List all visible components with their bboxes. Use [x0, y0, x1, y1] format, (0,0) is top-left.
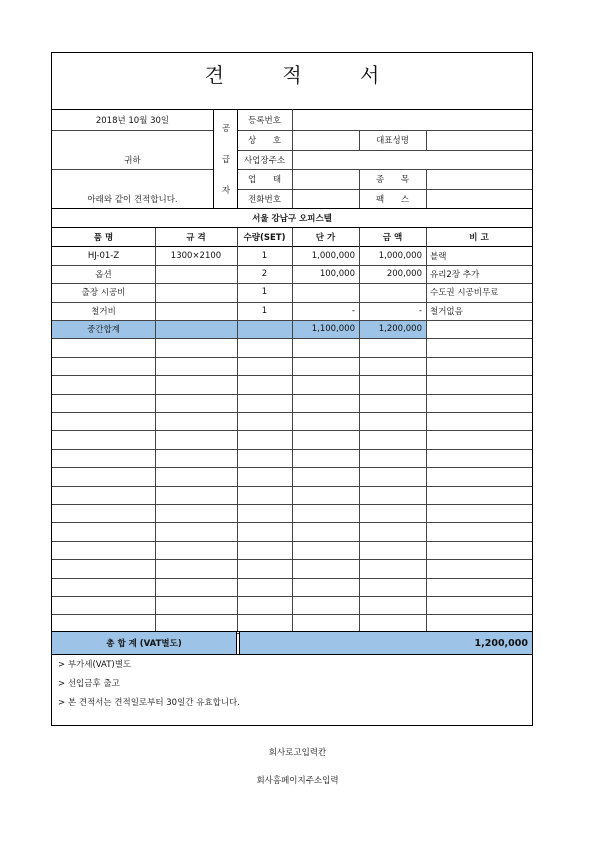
table-cell-item: 옵션 [95, 269, 112, 280]
grid-line [359, 228, 360, 631]
column-header-remarks: 비 고 [469, 233, 489, 244]
business-item-label: 종 목 [375, 175, 410, 185]
note-line: > 본 견적서는 견적일로부터 30일간 유효합니다. [58, 698, 240, 708]
divider [52, 654, 532, 655]
divider [426, 130, 427, 150]
table-cell-item: 출장 시공비 [81, 288, 126, 299]
table-cell-remarks: 유리2장 추가 [430, 269, 480, 280]
subtotal-label: 중간합계 [87, 325, 120, 336]
company-homepage-placeholder: 회사홈페이지주소입력 [256, 776, 339, 786]
table-cell-amount: 1,000,000 [378, 250, 422, 261]
divider [213, 109, 214, 208]
subtotal-amount: 1,200,000 [378, 324, 422, 335]
recipient-suffix: 귀하 [124, 156, 141, 166]
table-cell-amount: - [418, 305, 422, 316]
divider [52, 130, 213, 131]
divider [426, 169, 427, 208]
supplier-side-label: 공 [221, 124, 231, 134]
table-cell-item: 철거비 [91, 306, 116, 317]
column-header-unit-price: 단 가 [315, 233, 336, 244]
quote-date: 2018년 10월 30일 [95, 116, 170, 126]
table-cell-remarks: 수도권 시공비무료 [430, 288, 499, 299]
table-cell-unit-price: - [351, 305, 355, 316]
table-cell-unit-price: 100,000 [319, 268, 355, 279]
column-header-spec: 규 격 [186, 233, 206, 244]
column-header-item: 품 명 [93, 233, 114, 244]
table-cell-qty: 2 [261, 268, 268, 279]
column-header-amount: 금 액 [382, 233, 403, 244]
table-cell-spec [155, 302, 237, 320]
table-cell-amount [359, 283, 426, 301]
project-name: 서울 강남구 오피스텔 [252, 214, 332, 224]
note-line: > 선입금후 출고 [58, 679, 120, 689]
table-cell-qty: 1 [261, 305, 268, 316]
table-cell-unit-price [292, 283, 359, 301]
supplier-side-label: 급 [221, 155, 231, 165]
grid-line [292, 228, 293, 631]
company-label: 상 호 [247, 136, 282, 146]
supplier-side-label: 자 [221, 186, 231, 196]
grid-line [155, 228, 156, 631]
fax-label: 팩 스 [375, 194, 410, 205]
table-cell-spec [155, 283, 237, 301]
note-line: > 부가세(VAT)별도 [58, 660, 132, 670]
grid-line [426, 228, 427, 631]
divider [236, 631, 237, 654]
table-cell-unit-price: 1,000,000 [311, 250, 355, 261]
total-label: 총 합 계 (VAT별도) [106, 639, 182, 649]
divider [52, 169, 213, 170]
address-label: 사업장주소 [243, 155, 286, 166]
company-logo-placeholder: 회사로고입력칸 [268, 748, 327, 758]
intro-text: 아래와 같이 견적합니다. [87, 195, 178, 205]
table-cell-qty: 1 [261, 250, 268, 261]
ceo-label: 대표성명 [376, 136, 409, 146]
quotation-document [51, 52, 533, 726]
subtotal-unit-price: 1,100,000 [311, 324, 355, 335]
table-cell-remarks: 철거없음 [430, 306, 463, 317]
reg-no-label: 등록번호 [248, 116, 281, 126]
table-cell-item: HJ-01-Z [87, 250, 120, 261]
phone-label: 전화번호 [248, 194, 281, 205]
total-value: 1,200,000 [474, 637, 528, 649]
column-header-qty: 수량(SET) [243, 233, 286, 244]
table-cell-spec: 1300×2100 [170, 250, 222, 261]
table-cell-qty: 1 [261, 287, 268, 298]
table-cell-amount: 200,000 [386, 268, 422, 279]
business-type-label: 업 태 [247, 175, 282, 185]
grid-line [237, 228, 238, 631]
table-cell-remarks: 블랙 [430, 251, 447, 262]
document-title: 견 적 서 [204, 63, 406, 87]
divider [292, 109, 293, 208]
table-cell-spec [155, 265, 237, 283]
